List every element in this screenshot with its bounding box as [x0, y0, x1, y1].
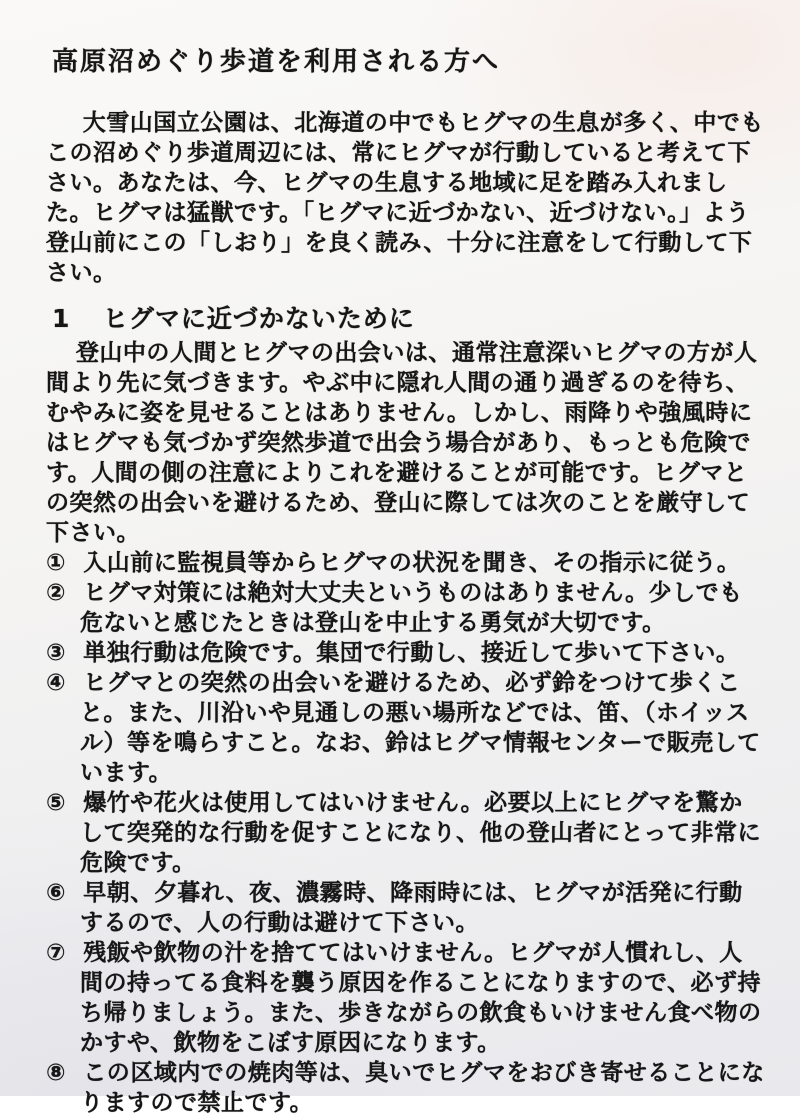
section-heading-text: ヒグマに近づかないために [102, 304, 415, 333]
item-text: 単独行動は危険です。集団で行動し、接近して歩いて下さい。 [83, 640, 740, 666]
rules-list [46, 548, 766, 1118]
section-1-lead-paragraph: 登山中の人間とヒグマの出会いは、通常注意深いヒグマの方が人間より先に気づきます。やぶ中に隠れ人間の通り過ぎるのを待ち、むやみに姿を見せることはありません。しかし、雨降りや強風時にはヒグマも気づかず突然歩道で出会う場合があり、もっとも危険です。人間の側の注意によりこれを避けることが可能です。ヒグマとの突然の出会いを避けるため、登山に際しては次のことを厳守して下さい。 [46, 340, 758, 546]
item-text: 残飯や飲物の汁を捨ててはいけません。ヒグマが人慣れし、人間の持ってる食料を襲う原因を作ることになりますので、必ず持ち帰りましょう。また、歩きながらの飲食もいけません食べ物のかすや、飲物をこぼす原因になります。 [80, 940, 762, 1056]
item-number: ⑥ [46, 880, 66, 906]
item-number: ⑦ [46, 940, 66, 966]
item-text: 爆竹や花火は使用してはいけません。必要以上にヒグマを驚かして突発的な行動を促すことになり、他の登山者にとって非常に危険です。 [80, 790, 762, 876]
item-number: ① [46, 550, 66, 576]
list-item [46, 548, 766, 578]
list-item [46, 668, 766, 788]
item-text: 早朝、夕暮れ、夜、濃霧時、降雨時には、ヒグマが活発に行動するので、人の行動は避けて下さい。 [80, 880, 743, 936]
item-number: ③ [46, 640, 66, 666]
intro-paragraph: 大雪山国立公園は、北海道の中でもヒグマの生息が多く、中でもこの沼めぐり歩道周辺には、常にヒグマが行動していると考えて下さい。あなたは、今、ヒグマの生息する地域に足を踏み入れました。ヒグマは猛獣です。「ヒグマに近づかない、近づけない。」よう登山前にこの「しおり」を良く読み、十分に注意をして行動して下さい。 [46, 110, 764, 286]
list-item [46, 878, 766, 938]
list-item [46, 1058, 766, 1118]
item-text: この区域内での焼肉等は、臭いでヒグマをおびき寄せることになりますので禁止です。 [80, 1060, 765, 1116]
item-number: ⑤ [46, 790, 66, 816]
list-item [46, 938, 766, 1058]
list-item [46, 578, 766, 638]
page-title: 高原沼めぐり歩道を利用される方へ [52, 47, 501, 77]
list-item [46, 638, 766, 668]
list-item [46, 788, 766, 878]
item-text: ヒグマとの突然の出会いを避けるため、必ず鈴をつけて歩くこと。また、川沿いや見通しの悪い場所などでは、笛、（ホイッスル）等を鳴らすこと。なお、鈴はヒグマ情報センターで販売しています。 [80, 670, 761, 786]
item-number: ④ [46, 670, 66, 696]
item-number: ⑧ [46, 1060, 66, 1086]
section-number: 1 [52, 304, 71, 333]
section-1-heading [52, 304, 766, 333]
item-number: ② [46, 580, 66, 606]
item-text: 入山前に監視員等からヒグマの状況を聞き、その指示に従う。 [83, 550, 741, 576]
item-text: ヒグマ対策には絶対大丈夫というものはありません。少しでも危ないと感じたときは登山を中止する勇気が大切です。 [80, 580, 743, 636]
